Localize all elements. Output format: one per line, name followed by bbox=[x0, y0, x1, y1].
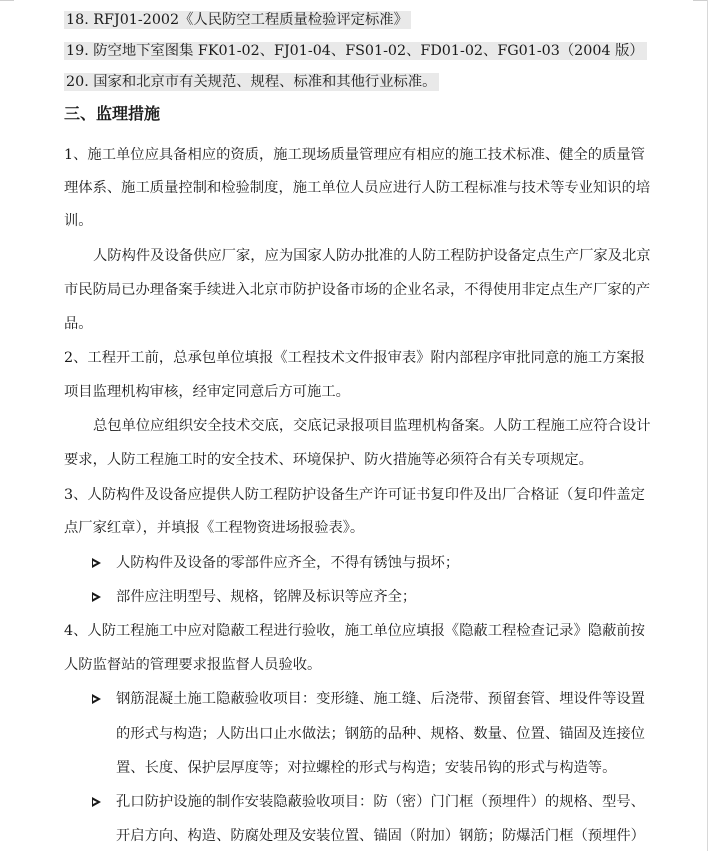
item-text: 防空地下室图集 FK01-02、FJ01-04、FS01-02、FD01-02、FG01-03（2004 版） bbox=[93, 43, 644, 59]
paragraph-line: 3、人防构件及设备应提供人防工程防护设备生产许可证书复印件及出厂合格证（复印件盖定 bbox=[64, 487, 645, 503]
paragraph-line: 点厂家红章），并填报《工程物资进场报验表》。 bbox=[64, 520, 365, 536]
standard-item-18 bbox=[64, 10, 411, 30]
item-number: 19. bbox=[66, 43, 89, 59]
paragraph-line: 理体系、施工质量控制和检验制度，施工单位人员应进行人防工程标准与技术等专业知识的培 bbox=[64, 180, 651, 196]
standard-item-19 bbox=[64, 41, 647, 61]
bullet-item-continuation: 的形式与构造；人防出口止水做法；钢筋的品种、规格、数量、位置、锚固及连接位 bbox=[116, 726, 645, 742]
section-heading: 三、监理措施 bbox=[64, 104, 161, 123]
arrow-bullet-icon bbox=[92, 694, 101, 704]
paragraph-line: 2、工程开工前，总承包单位填报《工程技术文件报审表》附内部程序审批同意的施工方案报 bbox=[64, 350, 645, 366]
bullet-item: 人防构件及设备的零部件应齐全，不得有锈蚀与损坏； bbox=[116, 555, 460, 571]
paragraph-line: 4、人防工程施工中应对隐蔽工程进行验收，施工单位应填报《隐蔽工程检查记录》隐蔽前按 bbox=[64, 623, 645, 639]
paragraph-line: 训。 bbox=[64, 213, 93, 229]
page-corner-mark bbox=[0, 0, 14, 1]
item-number: 20. bbox=[66, 74, 89, 90]
paragraph-line: 1、施工单位应具备相应的资质，施工现场质量管理应有相应的施工技术标准、健全的质量管 bbox=[64, 147, 645, 163]
arrow-bullet-icon bbox=[92, 592, 101, 602]
page-corner-mark bbox=[693, 0, 707, 1]
paragraph-line: 要求，人防工程施工时的安全技术、环境保护、防火措施等必须符合有关专项规定。 bbox=[64, 452, 593, 468]
arrow-bullet-icon bbox=[92, 797, 101, 807]
item-text: 国家和北京市有关规范、规程、标准和其他行业标准。 bbox=[93, 74, 437, 90]
bullet-item: 钢筋混凝土施工隐蔽验收项目：变形缝、施工缝、后浇带、预留套管、埋设件等设置 bbox=[116, 691, 645, 707]
arrow-bullet-icon bbox=[92, 558, 101, 568]
item-number: 18. bbox=[66, 12, 89, 28]
page-edge bbox=[707, 0, 708, 851]
item-text: RFJ01-2002《人民防空工程质量检验评定标准》 bbox=[93, 12, 408, 28]
bullet-item: 部件应注明型号、规格，铭牌及标识等应齐全； bbox=[116, 589, 417, 605]
paragraph-line: 品。 bbox=[64, 316, 93, 332]
paragraph-line: 人防监督站的管理要求报监督人员验收。 bbox=[64, 657, 322, 673]
bullet-item-continuation: 置、长度、保护层厚度等；对拉螺栓的形式与构造；安装吊钩的形式与构造等。 bbox=[116, 760, 617, 776]
paragraph-line: 项目监理机构审核，经审定同意后方可施工。 bbox=[64, 384, 350, 400]
bullet-item-continuation: 开启方向、构造、防腐处理及安装位置、锚固（附加）钢筋；防爆活门框（预埋件） bbox=[116, 828, 645, 844]
paragraph-line: 人防构件及设备供应厂家，应为国家人防办批准的人防工程防护设备定点生产厂家及北京 bbox=[93, 248, 651, 264]
paragraph-line: 总包单位应组织安全技术交底，交底记录报项目监理机构备案。人防工程施工应符合设计 bbox=[93, 418, 651, 434]
paragraph-line: 市民防局已办理备案手续进入北京市防护设备市场的企业名录，不得使用非定点生产厂家的产 bbox=[64, 282, 651, 298]
bullet-item: 孔口防护设施的制作安装隐蔽验收项目：防（密）门门框（预埋件）的规格、型号、 bbox=[116, 794, 645, 810]
standard-item-20 bbox=[64, 72, 439, 92]
